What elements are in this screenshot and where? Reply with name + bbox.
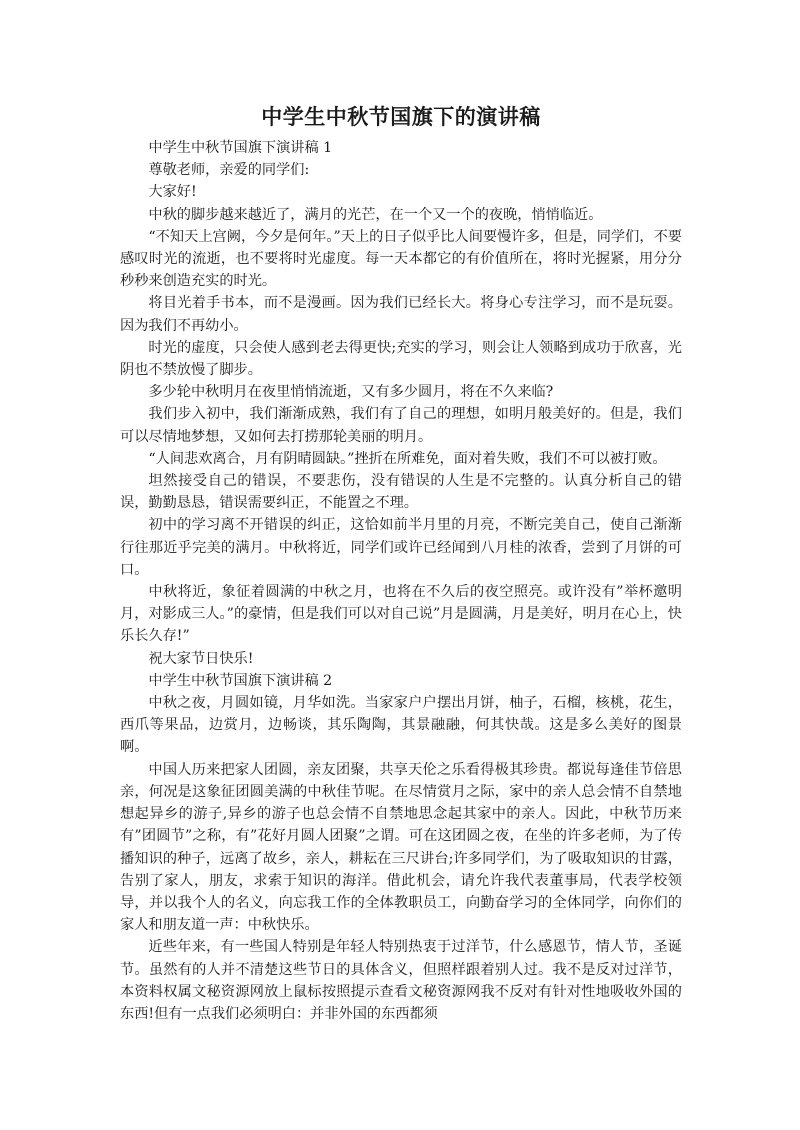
paragraph: 多少轮中秋明月在夜里悄悄流逝，又有多少圆月，将在不久来临? [148, 384, 554, 401]
paragraph: 中秋之夜，月圆如镜，月华如洗。当家家户户摆出月饼，柚子，石榴，核桃，花生，西爪等果品，边赏月，边畅谈，其乐陶陶，其景融融，何其快哉。这是多么美好的图景啊。 [120, 695, 682, 756]
paragraph: 中国人历来把家人团圆，亲友团聚，共享天伦之乐看得极其珍贵。都说每逢佳节倍思亲，何况是这象征团圆美满的中秋佳节呢。在尽情赏月之际，家中的亲人总会情不自禁地想起异乡的游子,异乡的游子也总会情不自禁地思念起其家中的亲人。因此，中秋节历来有”团圆节”之称，有”花好月圆人团聚”之谓。可在这团圆之夜，在坐的许多老师，为了传播知识的种子，远离了故乡，亲人，耕耘在三尺讲台;许多同学们，为了吸取知识的甘露，告别了家人，朋友，求索于知识的海洋。借此机会，请允许我代表董事局，代表学校领导，并以我个人的名义，向忘我工作的全体教职员工，向勤奋学习的全体同学，向你们的家人和朋友道一声：中秋快乐。 [120, 761, 682, 934]
paragraph: 我们步入初中，我们渐渐成熟，我们有了自己的理想，如明月般美好的。但是，我们可以尽情地梦想，又如何去打捞那轮美丽的明月。 [120, 406, 682, 445]
salutation: 尊敬老师，亲爱的同学们: [148, 162, 310, 179]
paragraph: 中秋的脚步越来越近了，满月的光芒，在一个又一个的夜晚，悄悄临近。 [148, 206, 603, 223]
paragraph: 初中的学习离不开错误的纠正，这恰如前半月里的月亮，不断完美自己，使自己渐渐行往那近乎完美的满月。中秋将近，同学们或许已经闻到八月桂的浓香，尝到了月饼的可口。 [120, 517, 682, 578]
paragraph: “人间悲欢离合，月有阴晴圆缺。”挫折在所难免，面对着失败，我们不可以被打败。 [148, 450, 667, 467]
greeting: 大家好! [148, 184, 197, 201]
paragraph: 坦然接受自己的错误，不要悲伤，没有错误的人生是不完整的。认真分析自己的错误，勤勤恳恳，错误需要纠正，不能置之不理。 [120, 473, 682, 512]
section-heading-2: 中学生中秋节国旗下演讲稿 2 [148, 672, 333, 689]
closing-wish: 祝大家节日快乐! [148, 650, 254, 667]
paragraph: 时光的虚度，只会使人感到老去得更快;充实的学习，则会让人领略到成功于欣喜，光阴也不禁放慢了脚步。 [120, 339, 682, 379]
paragraph: “不知天上宫阙，今夕是何年。”天上的日子似乎比人间要慢许多，但是，同学们，不要感叹时光的流逝，也不要将时光虚度。每一天本都它的有价值所在，将时光握紧，用分分秒秒来创造充实的时光。 [120, 228, 682, 290]
document-title: 中学生中秋节国旗下的演讲稿 [261, 104, 541, 129]
paragraph: 近些年来，有一些国人特别是年轻人特别热衷于过洋节，什么感恩节，情人节，圣诞节。虽然有的人并不清楚这些节日的具体含义，但照样跟着别人过。我不是反对过洋节，本资料权属文秘资源网放上鼠标按照提示查看文秘资源网我不反对有针对性地吸收外国的东西!但有一点我们必须明白：并非外国的东西都须 [120, 939, 682, 1022]
paragraph: 中秋将近，象征着圆满的中秋之月，也将在不久后的夜空照亮。或许没有”举杯邀明月，对影成三人。”的豪情，但是我们可以对自己说”月是圆满，月是美好，明月在心上，快乐长久存!” [120, 584, 682, 645]
paragraph: 将目光着手书本，而不是漫画。因为我们已经长大。将身心专注学习，而不是玩耍。因为我们不再幼小。 [120, 295, 682, 334]
document-page [120, 100, 682, 1025]
section-heading-1: 中学生中秋节国旗下演讲稿 1 [148, 140, 333, 156]
